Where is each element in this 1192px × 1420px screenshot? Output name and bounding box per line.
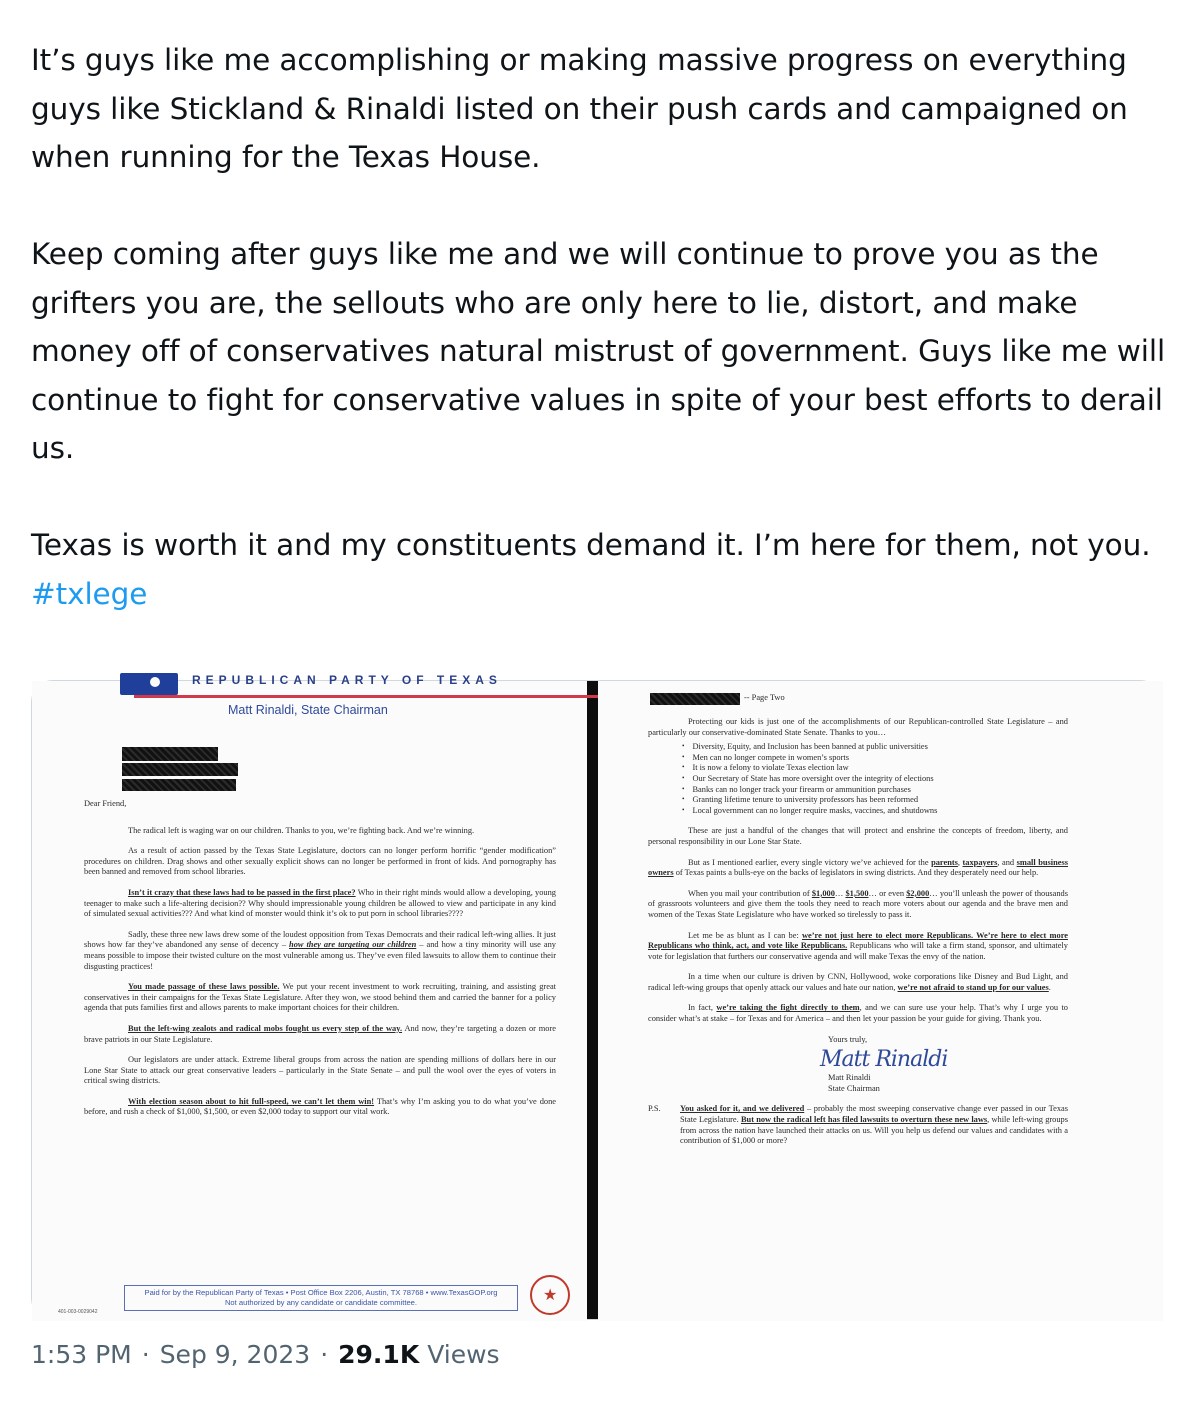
- letter-paragraph: But as I mentioned earlier, every single victory we’ve achieved for the parents, taxpayers, and small business owners of Texas paints a bulls-eye on the backs of legislators in swing districts. And they desperately need our help.: [648, 857, 1069, 878]
- list-item: • Banks can no longer track your firearm or ammunition purchases: [682, 785, 1068, 796]
- letter-paragraph: When you mail your contribution of $1,000… $1,500… or even $2,000… you’ll unleash the power of thousands of grassroots volunteers and give them the tools they need to reach more voters about our agenda and the brave men and women of the Texas State Legislature who have worked so tirelessly to pass it.: [648, 888, 1069, 919]
- party-logo-icon: [120, 673, 178, 695]
- letter-paragraph: You made passage of these laws possible. We put your recent investment to work recruiting, training, and assisting great conservatives in their campaigns for the Texas State Legislature. After they won, we stood behind them and carried the banner for a policy agenda that puts families first and allows parents to make important choices for their children.: [84, 982, 556, 1013]
- tweet-date[interactable]: Sep 9, 2023: [159, 1340, 311, 1369]
- separator: ·: [141, 1340, 150, 1369]
- underlined-text: You made passage of these laws possible.: [128, 982, 280, 992]
- underlined-text: we’re taking the fight directly to them: [716, 1003, 860, 1013]
- signer-title: State Chairman: [828, 1083, 880, 1093]
- redaction-bar: [122, 763, 238, 776]
- underlined-text: But now the radical left has filed lawsuits to overturn these new laws: [740, 1115, 988, 1125]
- redaction-bar: [122, 779, 236, 791]
- letterhead: [82, 673, 602, 699]
- chairman-line: Matt Rinaldi, State Chairman: [228, 703, 388, 717]
- list-item: • Granting lifetime tenure to university professors has been reformed: [682, 795, 1068, 806]
- letter-page-two: [598, 681, 1163, 1321]
- letterhead-rule: [134, 695, 652, 698]
- paid-for-disclaimer: [124, 1285, 518, 1311]
- ps-label: P.S.: [648, 1104, 661, 1114]
- tweet-paragraph-2: Keep coming after guys like me and we will continue to prove you as the grifters you are, the sellouts who are only here to lie, distort, and make money off of conservatives natural mistrust of government. Guys like me will continue to fight for conservative values in spite of your best efforts to derail us.: [31, 237, 1166, 465]
- letter-paragraph: Protecting our kids is just one of the accomplishments of our Republican-controlled State Legislature – and particularly our conservative-dominated State Senate. Thanks to you…: [648, 717, 1068, 737]
- letter-paragraph: With election season about to hit full-speed, we can’t let them win! That’s why I’m asking you to do what you’ve done before, and rush a check of $1,000, $1,500, or even $2,000 today to support our vital work.: [84, 1096, 556, 1117]
- letter-body: [84, 799, 556, 1128]
- accomplishments-list: [682, 742, 1068, 816]
- tweet-paragraph-1: It’s guys like me accomplishing or making massive progress on everything guys like Stickland & Rinaldi listed on their push cards and campaigned on when running for the Texas House.: [31, 43, 1128, 174]
- underlined-text: You asked for it, and we delivered: [680, 1104, 805, 1114]
- underlined-text: we’re not just here to elect more Republicans. We’re here to elect more Republicans who think, act, and vote like Republicans.: [648, 930, 1068, 951]
- underlined-text: how they are targeting our children: [289, 940, 417, 950]
- signature-image: Matt Rinaldi: [820, 1047, 948, 1073]
- underlined-text: $1,500: [845, 888, 869, 898]
- underlined-text: $1,000: [811, 888, 835, 898]
- list-item: • Diversity, Equity, and Inclusion has been banned at public universities: [682, 742, 1068, 753]
- underlined-text: With election season about to hit full-speed, we can’t let them win!: [128, 1096, 375, 1106]
- views-count: 29.1K: [338, 1340, 420, 1369]
- underlined-text: taxpayers: [962, 857, 998, 867]
- underlined-text: parents: [931, 857, 958, 867]
- underlined-text: But the left-wing zealots and radical mobs fought us every step of the way.: [128, 1023, 403, 1033]
- document-code: 401-003-0029042: [58, 1309, 98, 1315]
- disclaimer-line: Paid for by the Republican Party of Texas • Post Office Box 2206, Austin, TX 78768 • www.TexasGOP.org: [144, 1288, 498, 1297]
- letter-paragraph: In a time when our culture is driven by CNN, Hollywood, woke corporations like Disney and Bud Light, and radical left-wing groups that openly attack our values and hate our nation, we’re not afraid to stand up for our values.: [648, 972, 1068, 992]
- list-item: • Local government can no longer require masks, vaccines, and shutdowns: [682, 806, 1068, 817]
- letter-body: [648, 717, 1068, 1147]
- page-two-header: -- Page Two: [744, 693, 785, 702]
- letter-page-one: [32, 673, 587, 1321]
- postscript: P.S. You asked for it, and we delivered – probably the most sweeping conservative change ever passed in our Texas State Legislature. But now the radical left has filed lawsuits to overturn these new laws, while left-wing groups from across the nation have launched their attacks on us. Will you help us defend our values and candidates with a contribution of $1,000 or more?: [648, 1104, 1069, 1146]
- letter-paragraph: Sadly, these three new laws drew some of the loudest opposition from Texas Democrats and their radical left-wing allies. It just shows how far they’ve abandoned any sense of decency – how they are targeting our children – and how a tiny minority will use any means possible to impose their twisted culture on the most vulnerable among us. They’ve even filed lawsuits to allow them to continue their disgusting practices!: [84, 929, 556, 971]
- tweet-text: [31, 36, 1171, 618]
- signer-name: Matt Rinaldi: [828, 1073, 871, 1083]
- letterhead-text: REPUBLICAN PARTY OF TEXAS: [192, 673, 502, 687]
- underlined-text: Isn’t it crazy that these laws had to be passed in the first place?: [128, 887, 356, 897]
- redaction-bar: [650, 693, 740, 705]
- tweet-paragraph-3: Texas is worth it and my constituents demand it. I’m here for them, not you.: [31, 528, 1151, 562]
- list-item: • It is now a felony to violate Texas election law: [682, 763, 1068, 774]
- letter-paragraph: In fact, we’re taking the fight directly to them, and we can sure use your help. That’s why I urge you to consider what’s at stake – for Texas and for America – and then let your passion be your guide for giving. Thank you.: [648, 1003, 1068, 1024]
- redaction-bar: [122, 747, 218, 761]
- list-item: • Our Secretary of State has more oversight over the integrity of elections: [682, 774, 1068, 785]
- underlined-text: we’re not afraid to stand up for our values: [897, 982, 1049, 992]
- letter-paragraph: The radical left is waging war on our children. Thanks to you, we’re fighting back. And we’re winning.: [128, 825, 475, 835]
- tweet-footer: [31, 1340, 500, 1369]
- union-label-seal-icon: [530, 1275, 570, 1315]
- list-item: • Men can no longer compete in women’s sports: [682, 753, 1068, 764]
- letter-paragraph: But the left-wing zealots and radical mobs fought us every step of the way. And now, they’re targeting a dozen or more brave patriots in our State Legislature.: [84, 1023, 556, 1044]
- views-label: Views: [427, 1340, 500, 1369]
- tweet-time[interactable]: 1:53 PM: [31, 1340, 132, 1369]
- closing: Yours truly,: [828, 1034, 868, 1044]
- letter-paragraph: Let me be as blunt as I can be: we’re not just here to elect more Republicans. We’re here to elect more Republicans who think, act, and vote like Republicans. Republicans who will take a firm stand, sponsor, and ultimately vote for legislation that furthers our conservative agenda and will make Texas the envy of the nation.: [648, 930, 1068, 961]
- letter-paragraph: Our legislators are under attack. Extreme liberal groups from across the nation are spending millions of dollars here in our Lone Star State to attack our great conservative leaders – particularly in the State Senate – and pull the wool over the eyes of voters in critical swing districts.: [84, 1055, 556, 1086]
- disclaimer-line: Not authorized by any candidate or candidate committee.: [224, 1298, 418, 1307]
- letter-paragraph: As a result of action passed by the Texas State Legislature, doctors can no longer perform horrific “gender modification” procedures on children. Drag shows and other sexually explicit shows can no longer be performed in front of kids. And pornography has been banned and removed from school libraries.: [84, 846, 556, 877]
- letter-paragraph: These are just a handful of the changes that will protect and enshrine the concepts of freedom, liberty, and personal responsibility in our Lone Star State.: [648, 826, 1068, 846]
- tweet-media-image[interactable]: [31, 673, 1162, 1320]
- hashtag-link[interactable]: #txlege: [31, 576, 148, 611]
- underlined-text: $2,000: [906, 888, 930, 898]
- letter-paragraph: Isn’t it crazy that these laws had to be passed in the first place? Who in their right minds would allow a developing, young teenager to make such a life-altering decision?? Why should impressionable young children be allowed to view and participate in any kind of simulated sexual activities??? And what kind of monster would think it’s ok to put porn in school libraries????: [84, 887, 556, 919]
- underlined-text: small business owners: [648, 857, 1069, 878]
- separator: ·: [320, 1340, 329, 1369]
- salutation: Dear Friend,: [84, 799, 127, 808]
